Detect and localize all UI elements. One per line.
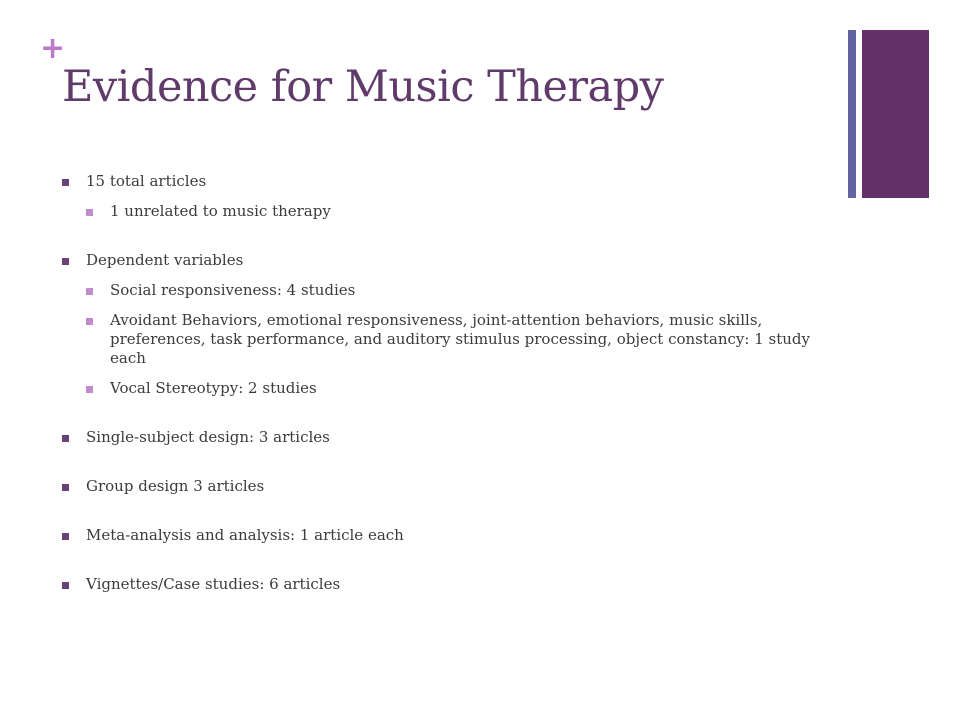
sub-bullet-item xyxy=(62,281,842,300)
bullet-text: Group design 3 articles xyxy=(86,477,265,495)
square-bullet-icon xyxy=(62,533,69,540)
bullet-text: Vignettes/Case studies: 6 articles xyxy=(86,575,341,593)
bullet-text: 1 unrelated to music therapy xyxy=(110,202,331,220)
bullet-text: Meta-analysis and analysis: 1 article each xyxy=(86,526,404,544)
square-bullet-icon xyxy=(86,209,93,216)
bullet-list xyxy=(62,172,842,594)
sub-bullet-item xyxy=(62,379,842,398)
square-bullet-icon xyxy=(62,435,69,442)
accent-bar-thin xyxy=(848,30,856,198)
bullet-text: 15 total articles xyxy=(86,172,207,190)
square-bullet-icon xyxy=(86,386,93,393)
square-bullet-icon xyxy=(86,288,93,295)
slide-title: Evidence for Music Therapy xyxy=(62,62,664,112)
bullet-item xyxy=(62,477,842,496)
bullet-text: Single-subject design: 3 articles xyxy=(86,428,330,446)
bullet-item xyxy=(62,575,842,594)
square-bullet-icon xyxy=(86,318,93,325)
bullet-text: Vocal Stereotypy: 2 studies xyxy=(110,379,317,397)
bullet-item xyxy=(62,428,842,447)
bullet-item xyxy=(62,526,842,545)
bullet-text: Social responsiveness: 4 studies xyxy=(110,281,356,299)
bullet-item xyxy=(62,251,842,270)
plus-icon: + xyxy=(40,31,66,66)
bullet-text: Avoidant Behaviors, emotional responsiveness, joint-attention behaviors, music skills, preferences, task performance, and auditory stimulus processing, object constancy: 1 study each xyxy=(110,311,810,367)
sub-bullet-item xyxy=(62,202,842,221)
square-bullet-icon xyxy=(62,258,69,265)
square-bullet-icon xyxy=(62,582,69,589)
accent-bar-thick xyxy=(862,30,929,198)
sub-bullet-item xyxy=(62,311,842,368)
bullet-item xyxy=(62,172,842,191)
square-bullet-icon xyxy=(62,179,69,186)
bullet-text: Dependent variables xyxy=(86,251,244,269)
square-bullet-icon xyxy=(62,484,69,491)
